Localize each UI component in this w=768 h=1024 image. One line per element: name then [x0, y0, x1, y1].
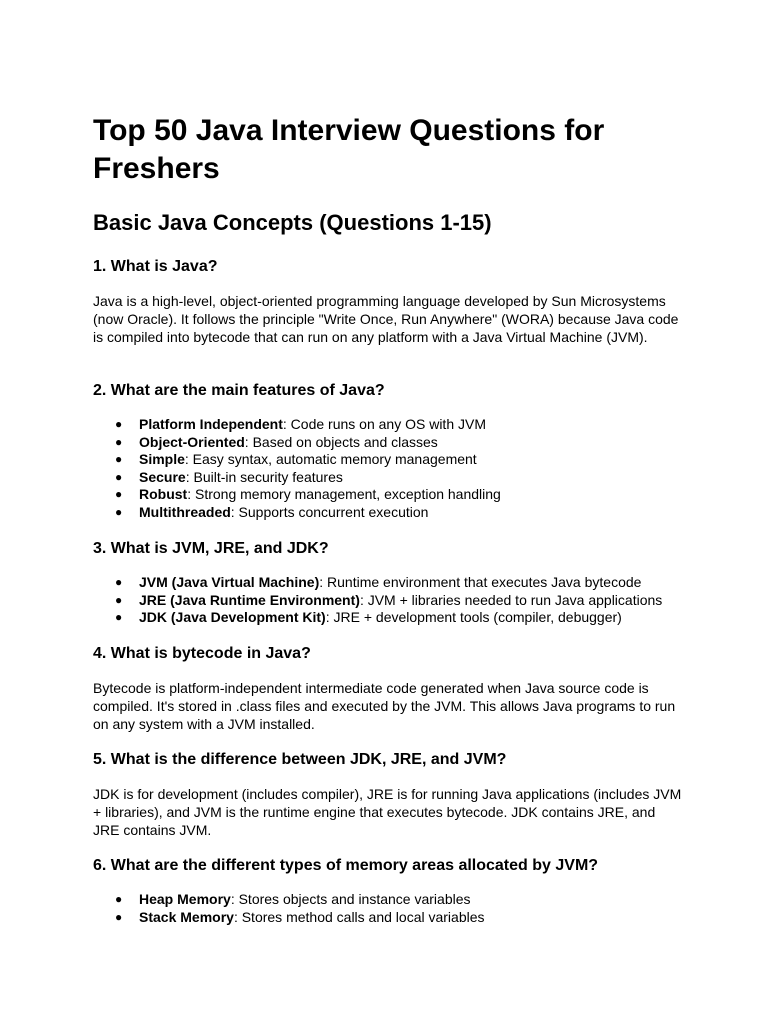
- list-item: ● Simple: Easy syntax, automatic memory management: [115, 451, 477, 468]
- bullet-icon: ●: [115, 610, 123, 625]
- feature-list: [93, 416, 683, 522]
- list-item: ● JRE (Java Runtime Environment): JVM + libraries needed to run Java applications: [115, 591, 663, 608]
- memory-list: [93, 891, 683, 926]
- question-heading: 4. What is bytecode in Java?: [93, 645, 311, 662]
- question-answer: JDK is for development (includes compiler), JRE is for running Java applications (includes JVM + libraries), and JVM is the runtime engine that executes bytecode. JDK contains JRE, and JRE contains JVM.: [93, 786, 682, 838]
- question-heading: 6. What are the different types of memory areas allocated by JVM?: [93, 857, 599, 874]
- list-item: ● JVM (Java Virtual Machine): Runtime environment that executes Java bytecode: [115, 574, 642, 590]
- question-6: [93, 855, 683, 926]
- question-answer: Bytecode is platform-independent intermediate code generated when Java source code is compiled. It's stored in .class files and executed by the JVM. This allows Java programs to run on any system with a JVM installed.: [93, 680, 676, 732]
- question-heading: 3. What is JVM, JRE, and JDK?: [93, 540, 329, 557]
- list-item: ● Stack Memory: Stores method calls and local variables: [115, 908, 485, 925]
- bullet-icon: ●: [115, 909, 123, 924]
- bullet-icon: ●: [115, 434, 123, 449]
- list-item: ● Robust: Strong memory management, exception handling: [115, 486, 501, 503]
- list-item: ● Object-Oriented: Based on objects and classes: [115, 433, 438, 450]
- question-1: [93, 256, 683, 346]
- question-4: [93, 643, 683, 733]
- list-item: ● Multithreaded: Supports concurrent execution: [115, 503, 429, 520]
- bullet-icon: ●: [115, 592, 123, 607]
- bullet-icon: ●: [115, 469, 123, 484]
- bullet-icon: ●: [115, 452, 123, 467]
- question-2: [93, 380, 683, 522]
- bullet-icon: ●: [115, 487, 123, 502]
- bullet-icon: ●: [115, 417, 123, 431]
- document-title: Top 50 Java Interview Questions for Freshers: [93, 114, 605, 185]
- list-item: ● Heap Memory: Stores objects and instance variables: [115, 891, 471, 907]
- question-heading: 2. What are the main features of Java?: [93, 382, 385, 399]
- question-heading: 1. What is Java?: [93, 258, 218, 275]
- list-item: ● Platform Independent: Code runs on any OS with JVM: [115, 416, 486, 432]
- question-heading: 5. What is the difference between JDK, JRE, and JVM?: [93, 751, 507, 768]
- question-answer: Java is a high-level, object-oriented programming language developed by Sun Microsystems (now Oracle). It follows the principle "Write Once, Run Anywhere" (WORA) because Java code is compiled into bytecode that can run on any platform with a Java Virtual Machine (JVM).: [93, 293, 679, 345]
- bullet-icon: ●: [115, 504, 123, 519]
- definition-list: [93, 574, 683, 627]
- question-5: [93, 749, 683, 839]
- list-item: ● Secure: Built-in security features: [115, 468, 343, 485]
- bullet-icon: ●: [115, 575, 123, 589]
- list-item: ● JDK (Java Development Kit): JRE + development tools (compiler, debugger): [115, 609, 622, 626]
- question-3: [93, 538, 683, 627]
- section-heading: Basic Java Concepts (Questions 1-15): [93, 210, 492, 235]
- bullet-icon: ●: [115, 892, 123, 906]
